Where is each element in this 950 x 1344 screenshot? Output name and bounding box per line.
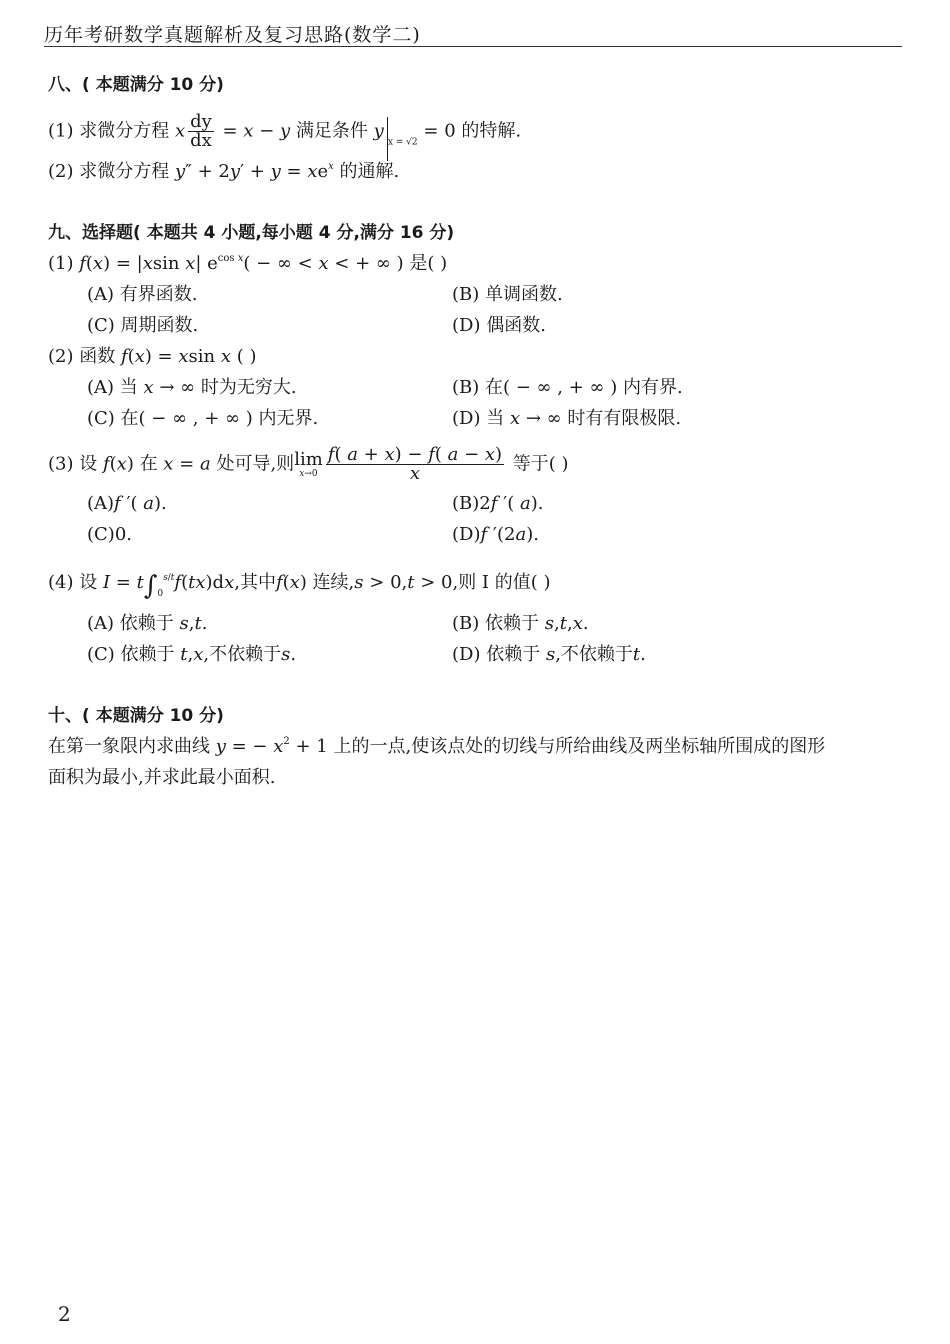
s9-question-3: (3) 设 f(x) 在 x = a 处可导,则lim x→0 $\frac{f( a + x) - f( a - x)}{x}$ 等于( ) — [48, 444, 569, 484]
section-8-title: 八、( 本题满分 10 分) — [48, 75, 224, 95]
s8-question-2: (2) 求微分方程 $y'' + 2y' + y = xe^x$ 的通解. — [48, 161, 400, 182]
s9-q4-option-b: (B) 依赖于 s,t,x. — [452, 613, 589, 634]
s9-question-1: (1) f(x) = |xsin x| $e^{cos x}$( − ∞ < x < + ∞ ) 是( ) — [48, 253, 448, 274]
s9-q2-option-b: (B) 在( − ∞ , + ∞ ) 内有界. — [452, 377, 683, 398]
s8-q1-end: = 0 的特解. — [423, 120, 522, 142]
s9-q2-option-d: (D) 当 x → ∞ 时有有限极限. — [452, 408, 682, 429]
header-divider — [44, 46, 902, 47]
s9-q2-option-a: (A) 当 x → ∞ 时为无穷大. — [87, 377, 297, 398]
s9-q4-end: ,则 I 的值( ) — [452, 572, 551, 593]
s9-q4-option-d: (D) 依赖于 s,不依赖于t. — [452, 644, 646, 665]
s9-q4-c-label: (C) 依赖于 — [87, 644, 175, 665]
s9-q1-option-b: (B) 单调函数. — [452, 284, 563, 305]
s9-q4-mid: ,其中 — [234, 572, 276, 593]
s9-question-4: (4) 设 $I = t\int_0^{s/t}f(tx)dx$,其中f(x) 连续,s > 0,t > 0,则 I 的值( ) — [48, 571, 551, 601]
s9-q2-stem-end: ( ) — [236, 346, 257, 367]
s10-line1-post: 上的一点,使该点处的切线与所给曲线及两坐标轴所围成的图形 — [333, 736, 826, 757]
s9-q3-d-label: (D) — [452, 524, 481, 545]
s9-question-2: (2) 函数 f(x) = xsin x ( ) — [48, 346, 257, 367]
s9-q1-stem-end: 是( ) — [409, 253, 448, 274]
s9-q3-b-label: (B)2 — [452, 493, 491, 514]
s9-q2-d-pre: (D) 当 — [452, 408, 505, 429]
s10-line-1: 在第一象限内求曲线 y = − $x^2 + 1$ 上的一点,使该点处的切线与所给曲线及两坐标轴所围成的图形 — [48, 736, 826, 757]
s9-q3-option-b: (B)2f ′( a). — [452, 493, 544, 514]
s9-q4-d-label: (D) 依赖于 — [452, 644, 541, 665]
s9-q4-option-a: (A) 依赖于 s,t. — [87, 613, 208, 634]
page-header-title: 历年考研数学真题解析及复习思路(数学二) — [44, 24, 421, 46]
s10-line-2: 面积为最小,并求此最小面积. — [48, 767, 276, 788]
s9-q3-option-d: (D)f ′(2a). — [452, 524, 539, 545]
s9-q3-end: 等于( ) — [512, 453, 569, 475]
s9-q3-mid2: 处可导,则 — [216, 453, 295, 475]
s9-q4-mid2: 连续, — [312, 572, 355, 593]
s9-q3-option-c: (C)0. — [87, 524, 132, 545]
s9-q4-d-post: ,不依赖于 — [555, 644, 633, 665]
s9-q2-stem: (2) 函数 — [48, 346, 116, 367]
s8-q2-end: 的通解. — [339, 161, 400, 182]
page-number: 2 — [58, 1302, 71, 1326]
section-9-title: 九、选择题( 本题共 4 小题,每小题 4 分,满分 16 分) — [48, 223, 455, 243]
s9-q4-c-post: ,不依赖于 — [203, 644, 282, 665]
s9-q2-option-c: (C) 在( − ∞ , + ∞ ) 内无界. — [87, 408, 319, 429]
s9-q2-d-post: 时有有限极限. — [567, 408, 682, 429]
s9-q1-option-a: (A) 有界函数. — [87, 284, 198, 305]
s9-q4-b-label: (B) 依赖于 — [452, 613, 539, 634]
s9-q1-option-d: (D) 偶函数. — [452, 315, 546, 336]
s8-q1-suffix: 满足条件 — [295, 120, 368, 142]
s9-q1-option-c: (C) 周期函数. — [87, 315, 199, 336]
s9-q3-pre: (3) 设 — [48, 453, 98, 475]
s9-q4-option-c: (C) 依赖于 t,x,不依赖于s. — [87, 644, 297, 665]
s10-line1-pre: 在第一象限内求曲线 — [48, 736, 210, 757]
s9-q3-mid: 在 — [139, 453, 158, 475]
s9-q2-a-post: 时为无穷大. — [200, 377, 297, 398]
s9-q2-a-pre: (A) 当 — [87, 377, 138, 398]
s9-q3-option-a: (A)f ′( a). — [87, 493, 167, 514]
s9-q4-pre: (4) 设 — [48, 572, 98, 593]
s9-q4-a-label: (A) 依赖于 — [87, 613, 174, 634]
s8-q2-prefix: (2) 求微分方程 — [48, 161, 170, 182]
s9-q3-a-label: (A) — [87, 493, 115, 514]
s8-question-1: (1) 求微分方程 x $\frac{dy}{dx}$ = x − y 满足条件 $y_{x = √2} = 0$ 的特解. — [48, 113, 521, 161]
section-10-title: 十、( 本题满分 10 分) — [48, 706, 224, 726]
s8-q1-prefix: (1) 求微分方程 — [48, 120, 170, 142]
